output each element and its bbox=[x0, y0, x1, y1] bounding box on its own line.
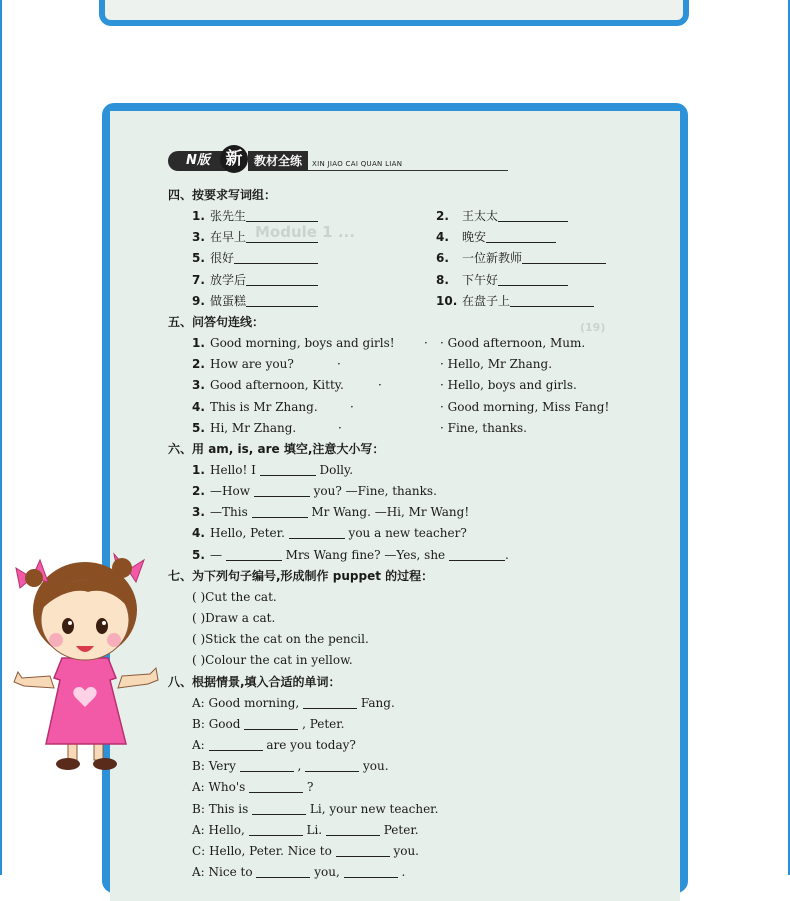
question-text: Good afternoon, Kitty. bbox=[210, 378, 344, 393]
question-text: How are you? bbox=[210, 357, 294, 372]
answer-blank[interactable] bbox=[234, 250, 318, 264]
dialogue-text: Peter. bbox=[383, 822, 419, 837]
answer-blank[interactable] bbox=[510, 293, 594, 307]
item-text: you a new teacher? bbox=[348, 526, 467, 541]
dialogue-row bbox=[168, 693, 668, 714]
match-row bbox=[168, 375, 668, 396]
workbook-page bbox=[110, 111, 680, 901]
item-number: 6. bbox=[436, 251, 449, 266]
dialogue-text: , bbox=[297, 759, 302, 774]
answer-blank[interactable] bbox=[240, 758, 294, 772]
dialogue-text: Li. bbox=[306, 822, 323, 837]
order-row bbox=[168, 587, 668, 608]
speaker-label: B: bbox=[192, 801, 205, 816]
item-number: 1. bbox=[192, 462, 205, 477]
dialogue-text: you, bbox=[314, 865, 340, 880]
answer-blank[interactable] bbox=[336, 843, 390, 857]
order-item[interactable]: ( )Draw a cat. bbox=[192, 611, 276, 625]
item-text: 张先生 bbox=[210, 209, 247, 223]
section-6-title-b: am, is, are bbox=[208, 441, 280, 456]
match-dot: · bbox=[440, 335, 448, 350]
order-row bbox=[168, 629, 668, 650]
match-dot: · bbox=[440, 357, 448, 372]
dialogue-text: Very bbox=[208, 759, 236, 774]
word-row bbox=[168, 206, 668, 227]
section-7-title bbox=[168, 566, 668, 587]
dialogue-text: Hello, bbox=[208, 822, 245, 837]
answer-blank[interactable] bbox=[246, 208, 318, 222]
fill-item bbox=[192, 502, 469, 523]
answer-text: Hello, Mr Zhang. bbox=[447, 357, 553, 372]
speaker-label: A: bbox=[192, 780, 205, 795]
speaker-label: A: bbox=[192, 822, 205, 837]
dialogue-row bbox=[168, 799, 668, 820]
answer-blank[interactable] bbox=[252, 801, 306, 815]
answer-blank[interactable] bbox=[249, 779, 303, 793]
dialogue-text: This is bbox=[208, 801, 249, 816]
match-dot[interactable]: · bbox=[350, 399, 354, 414]
section-5-title: 五、问答句连线： bbox=[168, 314, 265, 329]
match-row bbox=[168, 354, 668, 375]
fill-row bbox=[168, 523, 668, 544]
answer-blank[interactable] bbox=[305, 758, 359, 772]
series-banner bbox=[168, 145, 508, 175]
match-dot[interactable]: · bbox=[424, 335, 428, 350]
speaker-label: A: bbox=[192, 737, 205, 752]
item-text: . bbox=[505, 547, 509, 562]
dialogue-row bbox=[168, 756, 668, 777]
cartoon-girl-illustration bbox=[10, 548, 160, 778]
dialogue-text: Nice to bbox=[208, 865, 253, 880]
answer-blank[interactable] bbox=[260, 462, 316, 476]
item-number: 5. bbox=[192, 251, 205, 266]
series-pinyin: XIN JIAO CAI QUAN LIAN bbox=[312, 160, 403, 168]
match-dot: · bbox=[440, 399, 448, 414]
left-frame-edge bbox=[0, 0, 2, 875]
fill-item bbox=[192, 460, 353, 481]
answer-blank[interactable] bbox=[244, 716, 298, 730]
word-item bbox=[192, 270, 318, 291]
item-number: 5. bbox=[192, 420, 205, 435]
word-item bbox=[436, 206, 568, 227]
word-item bbox=[192, 206, 318, 227]
match-answer[interactable] bbox=[440, 333, 585, 354]
match-row bbox=[168, 418, 668, 439]
speaker-label: A: bbox=[192, 865, 205, 880]
match-answer[interactable] bbox=[440, 397, 609, 418]
item-text: 一位新教师 bbox=[462, 251, 523, 266]
item-number: 1. bbox=[192, 209, 205, 223]
dialogue-line bbox=[192, 714, 345, 735]
fill-row bbox=[168, 460, 668, 481]
word-row bbox=[168, 248, 668, 269]
answer-text: Good morning, Miss Fang! bbox=[447, 399, 610, 414]
answer-blank[interactable] bbox=[289, 525, 345, 539]
xin-badge: 新 bbox=[220, 145, 248, 173]
match-question bbox=[192, 333, 395, 354]
fill-row bbox=[168, 481, 668, 502]
answer-blank[interactable] bbox=[486, 229, 556, 243]
item-number: 10. bbox=[436, 293, 458, 308]
dialogue-text: , Peter. bbox=[302, 716, 345, 731]
item-text: Mrs Wang fine? —Yes, she bbox=[285, 547, 446, 562]
dialogue-line bbox=[192, 777, 313, 798]
answer-blank[interactable] bbox=[246, 229, 318, 243]
match-dot[interactable]: · bbox=[337, 357, 341, 372]
item-text: 在盘子上 bbox=[462, 293, 511, 308]
order-row bbox=[168, 650, 668, 671]
item-text: 做蛋糕 bbox=[210, 293, 247, 308]
previous-page-card bbox=[99, 0, 689, 26]
answer-text: Fine, thanks. bbox=[447, 420, 527, 435]
answer-blank[interactable] bbox=[256, 864, 310, 878]
dialogue-text: Hello, Peter. Nice to bbox=[209, 843, 332, 858]
answer-blank[interactable] bbox=[449, 547, 505, 561]
answer-blank[interactable] bbox=[246, 293, 318, 307]
item-text: you? —Fine, thanks. bbox=[313, 484, 437, 499]
answer-blank[interactable] bbox=[326, 822, 380, 836]
item-text: 晚安 bbox=[462, 230, 487, 245]
answer-blank[interactable] bbox=[498, 208, 568, 222]
section-7-title-a: 七、为下列句子编号,形成制作 bbox=[168, 568, 333, 583]
match-row bbox=[168, 333, 668, 354]
item-text: —This bbox=[210, 505, 248, 520]
question-text: Hi, Mr Zhang. bbox=[210, 420, 297, 435]
order-item[interactable]: ( )Colour the cat in yellow. bbox=[192, 653, 353, 668]
dialogue-text: are you today? bbox=[266, 737, 356, 752]
fill-row bbox=[168, 545, 668, 566]
speaker-label: B: bbox=[192, 759, 205, 774]
item-number: 3. bbox=[192, 505, 205, 520]
answer-blank[interactable] bbox=[209, 737, 263, 751]
section-4-title: 四、按要求写词组： bbox=[168, 188, 277, 202]
book-page-card bbox=[102, 103, 688, 893]
answer-text: Good afternoon, Mum. bbox=[447, 335, 586, 350]
match-dot[interactable]: · bbox=[338, 420, 342, 435]
item-number: 4. bbox=[192, 526, 205, 541]
answer-blank[interactable] bbox=[522, 250, 606, 264]
match-dot[interactable]: · bbox=[378, 378, 382, 393]
section-6-title bbox=[168, 439, 668, 460]
dialogue-row bbox=[168, 862, 668, 883]
word-item bbox=[436, 270, 568, 291]
question-text: This is Mr Zhang. bbox=[210, 399, 318, 414]
dialogue-line bbox=[192, 693, 395, 714]
dialogue-line bbox=[192, 799, 438, 820]
word-row bbox=[168, 227, 668, 248]
order-item[interactable]: ( )Stick the cat on the pencil. bbox=[192, 632, 369, 647]
answer-blank[interactable] bbox=[226, 547, 282, 561]
dialogue-line bbox=[192, 841, 419, 862]
answer-text: Hello, boys and girls. bbox=[447, 378, 577, 393]
dialogue-text: Li, your new teacher. bbox=[309, 801, 439, 816]
dialogue-line bbox=[192, 862, 405, 883]
answer-blank[interactable] bbox=[498, 272, 568, 286]
dialogue-line bbox=[192, 756, 389, 777]
answer-blank[interactable] bbox=[303, 695, 357, 709]
match-dot: · bbox=[440, 378, 448, 393]
word-row bbox=[168, 270, 668, 291]
section-8-title: 八、根据情景,填入合适的单词： bbox=[168, 674, 341, 689]
item-text: 在早上 bbox=[210, 230, 247, 245]
section-7-title-b: puppet bbox=[332, 568, 381, 583]
item-number: 8. bbox=[436, 272, 449, 287]
dialogue-text: you. bbox=[363, 759, 389, 774]
match-question bbox=[192, 354, 294, 375]
word-item bbox=[436, 291, 594, 312]
word-item bbox=[436, 248, 606, 269]
match-answer[interactable] bbox=[440, 418, 527, 439]
item-number: 3. bbox=[192, 230, 205, 245]
section-6-title-a: 六、用 bbox=[168, 441, 209, 456]
item-text: —How bbox=[210, 484, 250, 499]
section-6-title-c: 填空,注意大小写： bbox=[279, 441, 385, 456]
dialogue-line bbox=[192, 735, 356, 756]
dialogue-text: ? bbox=[306, 780, 314, 795]
dialogue-line bbox=[192, 820, 419, 841]
item-text: Hello! I bbox=[210, 462, 256, 477]
item-number: 1. bbox=[192, 335, 205, 350]
dialogue-row bbox=[168, 841, 668, 862]
fill-item bbox=[192, 545, 509, 566]
item-number: 4. bbox=[192, 399, 205, 414]
item-number: 4. bbox=[436, 230, 449, 245]
speaker-label: B: bbox=[192, 716, 205, 731]
item-text: Mr Wang. —Hi, Mr Wang! bbox=[311, 505, 470, 520]
dialogue-row bbox=[168, 735, 668, 756]
word-row bbox=[168, 291, 668, 312]
dialogue-row bbox=[168, 820, 668, 841]
item-text: Hello, Peter. bbox=[210, 526, 285, 541]
dialogue-text: you. bbox=[393, 843, 419, 858]
match-row bbox=[168, 397, 668, 418]
answer-blank[interactable] bbox=[249, 822, 303, 836]
order-item[interactable]: ( )Cut the cat. bbox=[192, 589, 277, 604]
speaker-label: A: bbox=[192, 695, 205, 710]
word-item bbox=[192, 248, 318, 269]
series-title: 教材全练 bbox=[248, 151, 308, 171]
order-row bbox=[168, 608, 668, 629]
banner-rule bbox=[308, 170, 508, 171]
match-question bbox=[192, 397, 318, 418]
word-item bbox=[192, 291, 318, 312]
edition-badge: N版 bbox=[168, 151, 228, 171]
match-dot: · bbox=[440, 420, 448, 435]
fill-row bbox=[168, 502, 668, 523]
match-question bbox=[192, 418, 296, 439]
item-text: 很好 bbox=[210, 251, 235, 266]
item-number: 2. bbox=[192, 357, 205, 372]
answer-blank[interactable] bbox=[344, 864, 398, 878]
item-number: 2. bbox=[436, 209, 449, 223]
item-number: 9. bbox=[192, 293, 205, 308]
match-answer[interactable] bbox=[440, 354, 552, 375]
question-text: Good morning, boys and girls! bbox=[210, 335, 395, 350]
bleed-through-text: Module 1 ... bbox=[255, 223, 355, 241]
word-item bbox=[192, 227, 318, 248]
exercise-content bbox=[168, 185, 668, 883]
answer-blank[interactable] bbox=[254, 483, 310, 497]
word-item bbox=[436, 227, 556, 248]
section-7-title-c: 的过程： bbox=[380, 568, 434, 583]
speaker-label: C: bbox=[192, 843, 206, 858]
fill-item bbox=[192, 481, 437, 502]
match-question bbox=[192, 375, 344, 396]
answer-blank[interactable] bbox=[252, 504, 308, 518]
item-number: 3. bbox=[192, 378, 205, 393]
dialogue-text: Fang. bbox=[360, 695, 395, 710]
fill-item bbox=[192, 523, 467, 544]
dialogue-text: Good bbox=[208, 716, 241, 731]
dialogue-text: . bbox=[401, 865, 406, 880]
answer-blank[interactable] bbox=[246, 272, 318, 286]
item-text: 下午好 bbox=[462, 272, 499, 287]
item-text: Dolly. bbox=[319, 462, 354, 477]
item-number: 2. bbox=[192, 484, 205, 499]
dialogue-text: Good morning, bbox=[208, 695, 300, 710]
item-number: 5. bbox=[192, 547, 205, 562]
item-number: 7. bbox=[192, 272, 205, 287]
item-text: — bbox=[210, 547, 222, 562]
bleed-through-text: (19) bbox=[580, 321, 606, 334]
item-text: 放学后 bbox=[210, 272, 247, 287]
match-answer[interactable] bbox=[440, 375, 577, 396]
dialogue-row bbox=[168, 714, 668, 735]
dialogue-row bbox=[168, 777, 668, 798]
item-text: 王太太 bbox=[462, 209, 499, 223]
dialogue-text: Who's bbox=[208, 780, 246, 795]
